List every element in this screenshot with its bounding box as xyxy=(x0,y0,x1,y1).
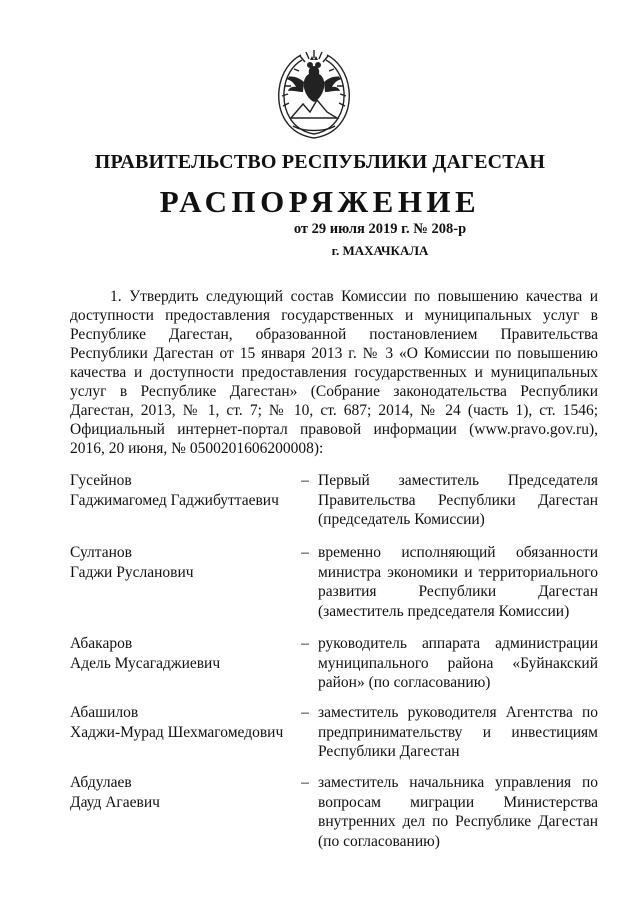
member-role: временно исполняющий обязанности министра экономики и территориального развития Республики Дагестан (заместитель председателя Комиссии) xyxy=(318,544,598,620)
coat-of-arms-eagle-icon xyxy=(273,46,355,142)
member-surname: Абашилов xyxy=(70,704,139,721)
document-city: г. МАХАЧКАЛА xyxy=(331,243,429,258)
member-entry xyxy=(70,773,598,851)
member-name xyxy=(70,773,292,851)
member-entry xyxy=(70,543,598,621)
member-role: заместитель начальника управления по вопросам миграции Министерства внутренних дел по Республике Дагестан (по согласованию) xyxy=(318,774,598,850)
member-entry xyxy=(70,634,598,693)
member-given-names: Гаджимагомед Гаджибуттаевич xyxy=(70,491,279,509)
member-dash: – xyxy=(301,472,309,489)
member-entry xyxy=(70,703,598,762)
intro-paragraph: 1. Утвердить следующий состав Комиссии по повышению качества и доступности предоставления государственных и муниципальных услуг в Республике Дагестан, образованной постановлением Правительства Республики Дагестан от 15 января 2013 г. № 3 «О Комиссии по повышению качества и доступности предоставления государственных и муниципальных услуг в Республике Дагестан» (Собрание законодательства Республики Дагестан, 2013, № 1, ст. 7; № 10, ст. 687; 2014, № 24 (часть 1), ст. 1546; Официальный интернет-портал правовой информации (www.pravo.gov.ru), 2016, 20 июня, № 0500201606200008): xyxy=(70,288,598,457)
member-name xyxy=(70,703,292,762)
member-surname: Гусейнов xyxy=(70,472,132,489)
member-name xyxy=(70,543,292,621)
member-dash: – xyxy=(301,635,309,652)
member-given-names: Адель Мусагаджиевич xyxy=(70,654,221,672)
member-role: заместитель руководителя Агентства по предпринимательству и инвестициям Республики Дагестан xyxy=(318,704,598,760)
member-given-names: Гаджи Русланович xyxy=(70,563,194,581)
member-name xyxy=(70,634,292,693)
member-entry xyxy=(70,471,598,530)
member-given-names: Дауд Агаевич xyxy=(70,793,160,811)
member-dash: – xyxy=(301,704,309,721)
member-role: Первый заместитель Председателя Правительства Республики Дагестан (председатель Комиссии) xyxy=(318,472,598,528)
member-given-names: Хаджи-Мурад Шехмагомедович xyxy=(70,723,284,741)
member-dash: – xyxy=(301,774,309,791)
member-surname: Абдулаев xyxy=(70,774,132,791)
government-title: ПРАВИТЕЛЬСТВО РЕСПУБЛИКИ ДАГЕСТАН xyxy=(94,151,546,173)
document-date-number: от 29 июля 2019 г. № 208-р xyxy=(293,221,467,237)
member-surname: Абакаров xyxy=(70,635,133,652)
member-surname: Султанов xyxy=(70,544,132,561)
member-name xyxy=(70,471,292,530)
member-role: руководитель аппарата администрации муниципального района «Буйнакский район» (по согласованию) xyxy=(318,635,598,691)
member-dash: – xyxy=(301,544,309,561)
document-type-title: РАСПОРЯЖЕНИЕ xyxy=(159,184,481,219)
